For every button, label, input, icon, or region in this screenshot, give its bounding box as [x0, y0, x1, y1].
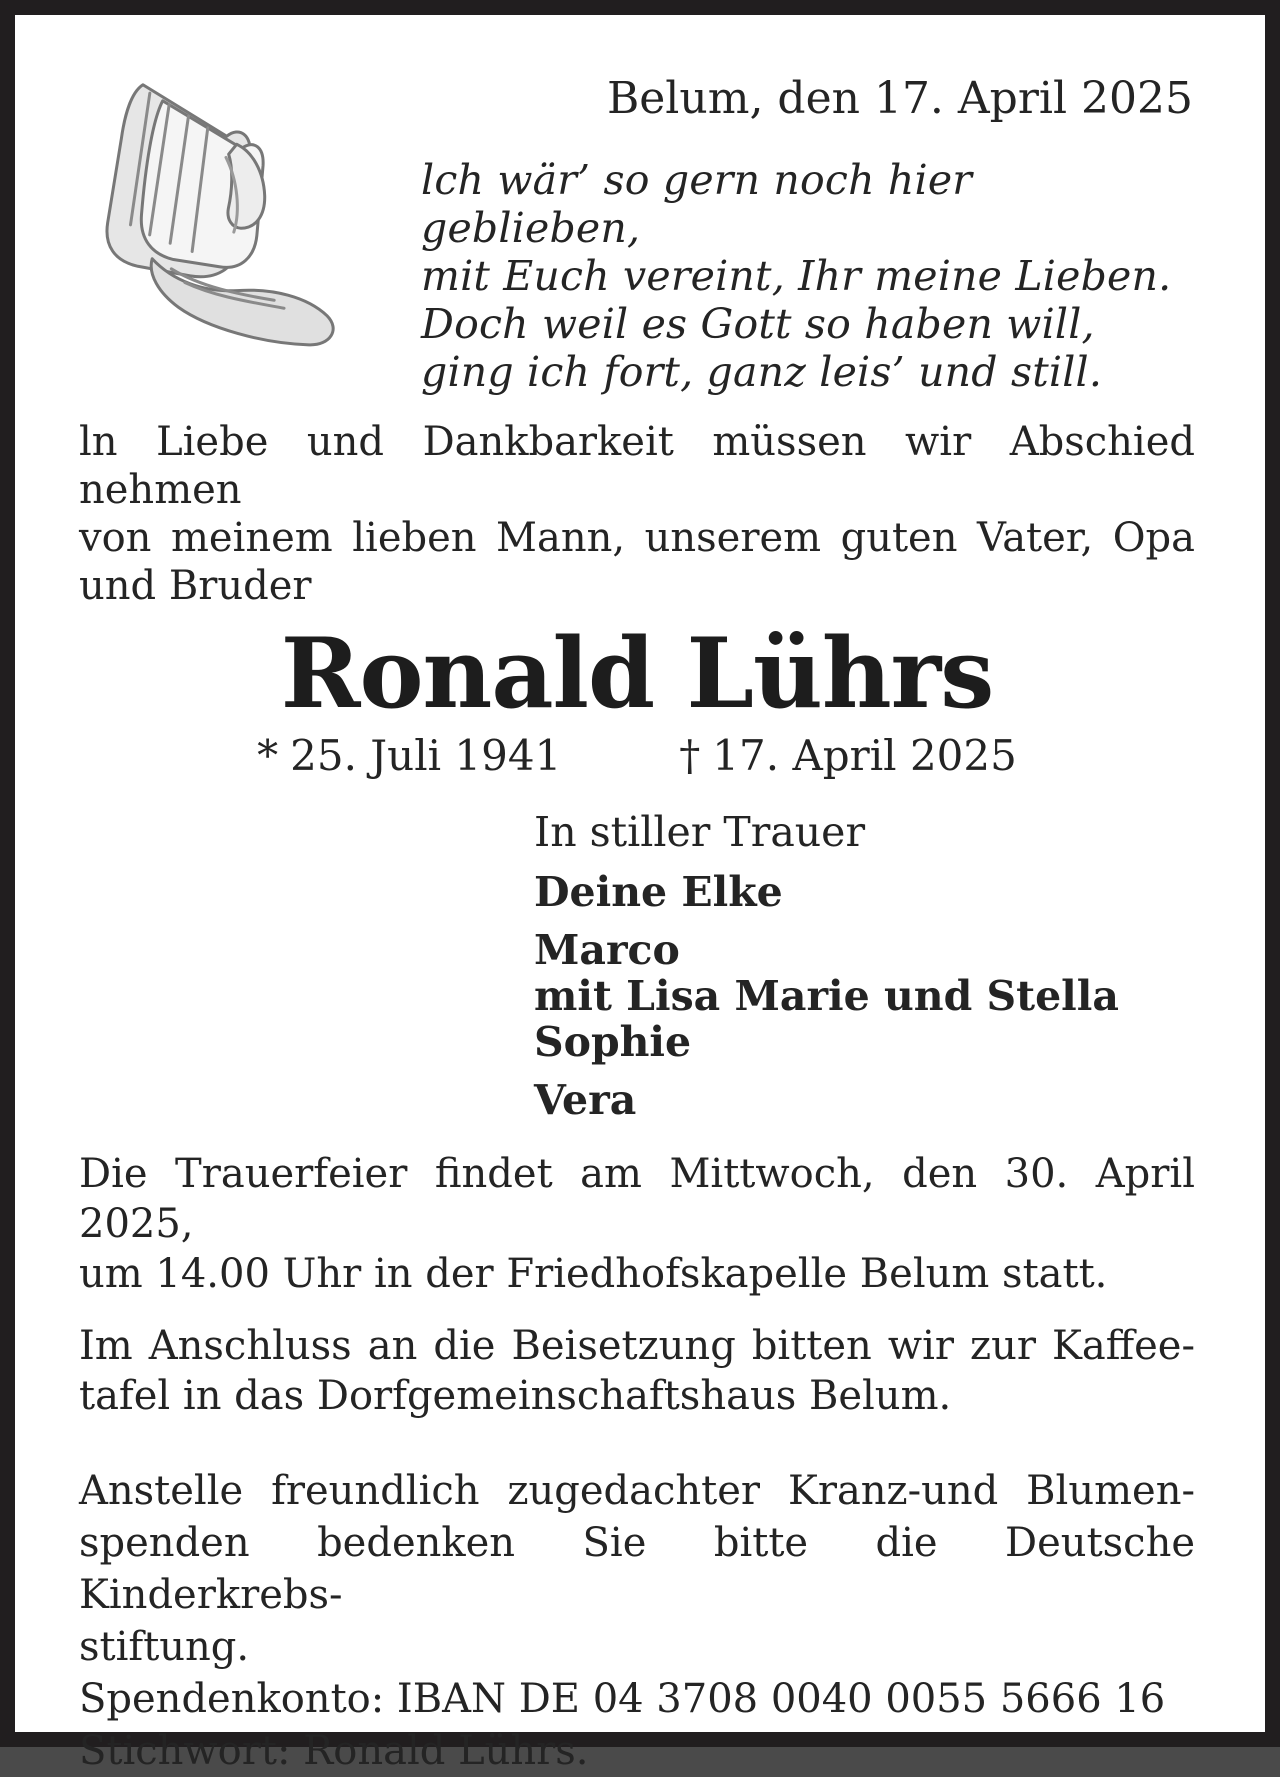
donation-line: Anstelle freundlich zugedachter Kranz-und Blumen-	[79, 1467, 1195, 1514]
deceased-block	[79, 616, 1195, 781]
memorial-poem	[421, 156, 1195, 396]
reception-paragraph	[79, 1321, 1195, 1421]
death-cross-icon: †	[679, 730, 701, 780]
mourning-heading: In stiller Trauer	[534, 807, 866, 856]
poem-line: mit Euch vereint, Ihr meine Lieben.	[421, 251, 1172, 300]
mourning-block	[534, 809, 1195, 1123]
donation-line: spenden bedenken Sie bitte die Deutsche Kinderkrebs-	[79, 1519, 1195, 1618]
poem-line: Doch weil es Gott so haben will,	[421, 299, 1095, 348]
service-line: Die Trauerfeier findet am Mittwoch, den 30. April 2025,	[79, 1150, 1195, 1247]
mourner-name: Vera	[534, 1075, 637, 1124]
intro-line: und Bruder	[79, 562, 312, 609]
mourner-name: mit Lisa Marie und Stella Sophie	[534, 971, 1119, 1066]
reception-line: tafel in das Dorfgemeinschaftshaus Belum.	[79, 1372, 952, 1419]
donation-line: stiftung.	[79, 1623, 250, 1670]
intro-line: ln Liebe und Dankbarkeit müssen wir Abschied nehmen	[79, 418, 1195, 513]
obituary-header	[79, 73, 1195, 396]
life-dates	[79, 731, 1195, 781]
birth-star-icon: *	[257, 730, 279, 780]
donation-keyword-line: Stichwort: Ronald Lührs.	[79, 1727, 589, 1774]
mourner-name: Deine Elke	[534, 867, 783, 916]
service-line: um 14.00 Uhr in der Friedhofskapelle Belum statt.	[79, 1250, 1108, 1297]
birth-date: * 25. Juli 1941	[257, 730, 562, 780]
deceased-name: Ronald Lührs	[280, 616, 994, 730]
donation-account-line: Spendenkonto: IBAN DE 04 3708 0040 0055 5666 16	[79, 1675, 1166, 1722]
poem-line: ging ich fort, ganz leis’ und still.	[421, 347, 1103, 396]
intro-paragraph	[79, 418, 1195, 610]
mourner-name: Marco	[534, 925, 680, 974]
intro-line: von meinem lieben Mann, unserem guten Vater, Opa	[79, 514, 1195, 561]
service-paragraph	[79, 1149, 1195, 1299]
death-date: † 17. April 2025	[679, 730, 1017, 780]
donation-paragraph	[79, 1465, 1195, 1777]
poem-line: lch wär’ so gern noch hier geblieben,	[421, 155, 973, 252]
location-dateline: Belum, den 17. April 2025	[606, 73, 1193, 124]
praying-hands-image	[83, 69, 419, 369]
reception-line: Im Anschluss an die Beisetzung bitten wir zur Kaffee-	[79, 1322, 1195, 1369]
funeral-info	[79, 1149, 1195, 1777]
